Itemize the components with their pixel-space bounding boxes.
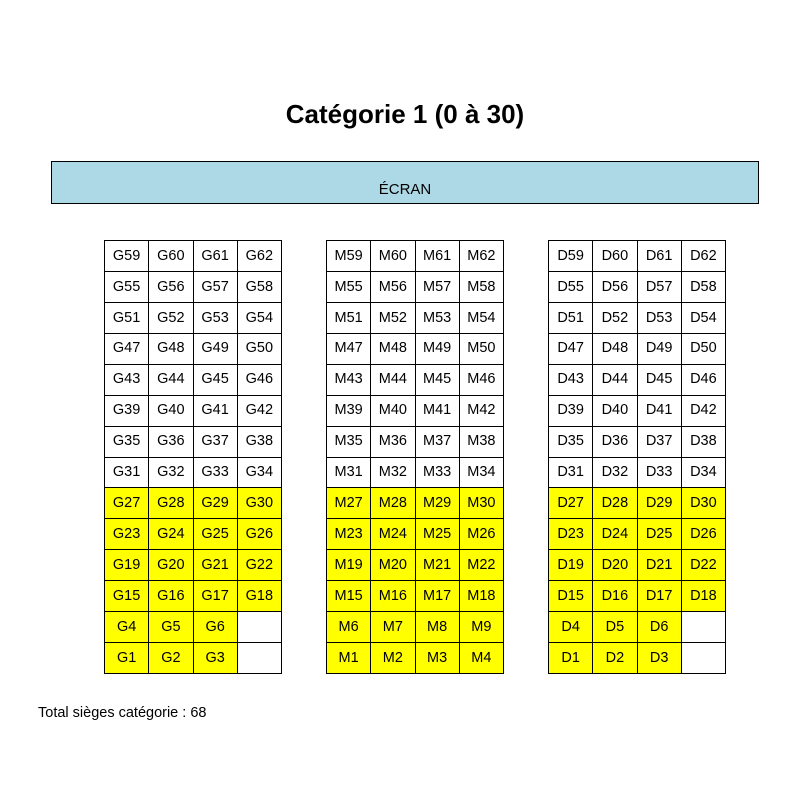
seat-g24[interactable]: G24 xyxy=(149,519,193,550)
seat-g59[interactable]: G59 xyxy=(105,241,149,272)
seat-g5[interactable]: G5 xyxy=(149,612,193,643)
seat-g38[interactable]: G38 xyxy=(238,427,282,458)
seat-m52[interactable]: M52 xyxy=(371,303,415,334)
empty-seat-cell xyxy=(682,643,726,674)
seat-d22[interactable]: D22 xyxy=(682,550,726,581)
seat-g50[interactable]: G50 xyxy=(238,334,282,365)
seat-d51[interactable]: D51 xyxy=(549,303,593,334)
seat-m27[interactable]: M27 xyxy=(327,488,371,519)
seat-d56[interactable]: D56 xyxy=(593,272,637,303)
seat-g62[interactable]: G62 xyxy=(238,241,282,272)
seat-m62[interactable]: M62 xyxy=(460,241,504,272)
seat-g23[interactable]: G23 xyxy=(105,519,149,550)
seat-d3[interactable]: D3 xyxy=(638,643,682,674)
seat-d37[interactable]: D37 xyxy=(638,427,682,458)
seat-g16[interactable]: G16 xyxy=(149,581,193,612)
seat-m2[interactable]: M2 xyxy=(371,643,415,674)
seat-g1[interactable]: G1 xyxy=(105,643,149,674)
seat-g4[interactable]: G4 xyxy=(105,612,149,643)
seat-d43[interactable]: D43 xyxy=(549,365,593,396)
seat-d15[interactable]: D15 xyxy=(549,581,593,612)
seat-d40[interactable]: D40 xyxy=(593,396,637,427)
seat-d58[interactable]: D58 xyxy=(682,272,726,303)
seat-g53[interactable]: G53 xyxy=(194,303,238,334)
seat-m44[interactable]: M44 xyxy=(371,365,415,396)
seat-d45[interactable]: D45 xyxy=(638,365,682,396)
seat-d2[interactable]: D2 xyxy=(593,643,637,674)
seat-m19[interactable]: M19 xyxy=(327,550,371,581)
seat-d4[interactable]: D4 xyxy=(549,612,593,643)
seat-g28[interactable]: G28 xyxy=(149,488,193,519)
seat-m30[interactable]: M30 xyxy=(460,488,504,519)
seat-m49[interactable]: M49 xyxy=(416,334,460,365)
seat-d47[interactable]: D47 xyxy=(549,334,593,365)
empty-seat-cell xyxy=(238,643,282,674)
seat-d38[interactable]: D38 xyxy=(682,427,726,458)
seat-g61[interactable]: G61 xyxy=(194,241,238,272)
seat-d42[interactable]: D42 xyxy=(682,396,726,427)
seat-d55[interactable]: D55 xyxy=(549,272,593,303)
seat-m42[interactable]: M42 xyxy=(460,396,504,427)
seat-m24[interactable]: M24 xyxy=(371,519,415,550)
seat-m1[interactable]: M1 xyxy=(327,643,371,674)
seat-block-middle xyxy=(326,240,504,674)
seat-m8[interactable]: M8 xyxy=(416,612,460,643)
seat-g60[interactable]: G60 xyxy=(149,241,193,272)
seat-d25[interactable]: D25 xyxy=(638,519,682,550)
page-title: Catégorie 1 (0 à 30) xyxy=(285,99,525,129)
seat-d31[interactable]: D31 xyxy=(549,458,593,489)
seat-d59[interactable]: D59 xyxy=(549,241,593,272)
seat-block-right xyxy=(548,240,726,674)
seat-m58[interactable]: M58 xyxy=(460,272,504,303)
seat-m4[interactable]: M4 xyxy=(460,643,504,674)
seat-d17[interactable]: D17 xyxy=(638,581,682,612)
seat-g35[interactable]: G35 xyxy=(105,427,149,458)
seat-d23[interactable]: D23 xyxy=(549,519,593,550)
seat-g29[interactable]: G29 xyxy=(194,488,238,519)
seat-g27[interactable]: G27 xyxy=(105,488,149,519)
seat-d57[interactable]: D57 xyxy=(638,272,682,303)
seat-d1[interactable]: D1 xyxy=(549,643,593,674)
seat-g51[interactable]: G51 xyxy=(105,303,149,334)
seat-d33[interactable]: D33 xyxy=(638,458,682,489)
seat-d28[interactable]: D28 xyxy=(593,488,637,519)
seat-m41[interactable]: M41 xyxy=(416,396,460,427)
seat-d6[interactable]: D6 xyxy=(638,612,682,643)
seat-m50[interactable]: M50 xyxy=(460,334,504,365)
seat-m7[interactable]: M7 xyxy=(371,612,415,643)
seat-g25[interactable]: G25 xyxy=(194,519,238,550)
seat-d19[interactable]: D19 xyxy=(549,550,593,581)
seat-d39[interactable]: D39 xyxy=(549,396,593,427)
seat-m32[interactable]: M32 xyxy=(371,458,415,489)
seat-d46[interactable]: D46 xyxy=(682,365,726,396)
seat-m60[interactable]: M60 xyxy=(371,241,415,272)
empty-seat-cell xyxy=(682,612,726,643)
seat-d50[interactable]: D50 xyxy=(682,334,726,365)
seat-m33[interactable]: M33 xyxy=(416,458,460,489)
seat-m53[interactable]: M53 xyxy=(416,303,460,334)
seat-d21[interactable]: D21 xyxy=(638,550,682,581)
seat-g55[interactable]: G55 xyxy=(105,272,149,303)
seat-m6[interactable]: M6 xyxy=(327,612,371,643)
seat-m57[interactable]: M57 xyxy=(416,272,460,303)
seat-g6[interactable]: G6 xyxy=(194,612,238,643)
seat-m20[interactable]: M20 xyxy=(371,550,415,581)
seat-g52[interactable]: G52 xyxy=(149,303,193,334)
seat-g40[interactable]: G40 xyxy=(149,396,193,427)
seat-m34[interactable]: M34 xyxy=(460,458,504,489)
seat-m45[interactable]: M45 xyxy=(416,365,460,396)
seat-m39[interactable]: M39 xyxy=(327,396,371,427)
seat-m31[interactable]: M31 xyxy=(327,458,371,489)
seat-m36[interactable]: M36 xyxy=(371,427,415,458)
seat-m18[interactable]: M18 xyxy=(460,581,504,612)
seat-m9[interactable]: M9 xyxy=(460,612,504,643)
seat-d30[interactable]: D30 xyxy=(682,488,726,519)
seat-m23[interactable]: M23 xyxy=(327,519,371,550)
seat-d49[interactable]: D49 xyxy=(638,334,682,365)
seat-g41[interactable]: G41 xyxy=(194,396,238,427)
seat-d16[interactable]: D16 xyxy=(593,581,637,612)
seat-d53[interactable]: D53 xyxy=(638,303,682,334)
screen-bar xyxy=(51,161,759,204)
seat-g21[interactable]: G21 xyxy=(194,550,238,581)
seat-m17[interactable]: M17 xyxy=(416,581,460,612)
seat-g43[interactable]: G43 xyxy=(105,365,149,396)
seat-m22[interactable]: M22 xyxy=(460,550,504,581)
seat-m43[interactable]: M43 xyxy=(327,365,371,396)
seat-m16[interactable]: M16 xyxy=(371,581,415,612)
seat-m56[interactable]: M56 xyxy=(371,272,415,303)
seat-m61[interactable]: M61 xyxy=(416,241,460,272)
seat-g49[interactable]: G49 xyxy=(194,334,238,365)
seat-m59[interactable]: M59 xyxy=(327,241,371,272)
seat-d18[interactable]: D18 xyxy=(682,581,726,612)
seat-m37[interactable]: M37 xyxy=(416,427,460,458)
seat-m48[interactable]: M48 xyxy=(371,334,415,365)
seat-d36[interactable]: D36 xyxy=(593,427,637,458)
seat-g57[interactable]: G57 xyxy=(194,272,238,303)
seat-m15[interactable]: M15 xyxy=(327,581,371,612)
seat-g20[interactable]: G20 xyxy=(149,550,193,581)
seat-g22[interactable]: G22 xyxy=(238,550,282,581)
seat-g26[interactable]: G26 xyxy=(238,519,282,550)
seat-g33[interactable]: G33 xyxy=(194,458,238,489)
seat-d20[interactable]: D20 xyxy=(593,550,637,581)
seat-m21[interactable]: M21 xyxy=(416,550,460,581)
seat-m35[interactable]: M35 xyxy=(327,427,371,458)
seat-block-left xyxy=(104,240,282,674)
seat-g34[interactable]: G34 xyxy=(238,458,282,489)
seat-d32[interactable]: D32 xyxy=(593,458,637,489)
seat-m40[interactable]: M40 xyxy=(371,396,415,427)
seat-g45[interactable]: G45 xyxy=(194,365,238,396)
seat-g15[interactable]: G15 xyxy=(105,581,149,612)
seat-d60[interactable]: D60 xyxy=(593,241,637,272)
seat-g47[interactable]: G47 xyxy=(105,334,149,365)
seat-d24[interactable]: D24 xyxy=(593,519,637,550)
seat-d27[interactable]: D27 xyxy=(549,488,593,519)
seat-d35[interactable]: D35 xyxy=(549,427,593,458)
seat-g36[interactable]: G36 xyxy=(149,427,193,458)
seat-g3[interactable]: G3 xyxy=(194,643,238,674)
seat-d48[interactable]: D48 xyxy=(593,334,637,365)
seat-m46[interactable]: M46 xyxy=(460,365,504,396)
seat-d26[interactable]: D26 xyxy=(682,519,726,550)
seat-g17[interactable]: G17 xyxy=(194,581,238,612)
seat-g2[interactable]: G2 xyxy=(149,643,193,674)
seat-m51[interactable]: M51 xyxy=(327,303,371,334)
seat-m54[interactable]: M54 xyxy=(460,303,504,334)
seat-d44[interactable]: D44 xyxy=(593,365,637,396)
seat-g56[interactable]: G56 xyxy=(149,272,193,303)
seat-m28[interactable]: M28 xyxy=(371,488,415,519)
seat-g30[interactable]: G30 xyxy=(238,488,282,519)
seat-g48[interactable]: G48 xyxy=(149,334,193,365)
seat-g44[interactable]: G44 xyxy=(149,365,193,396)
seat-m55[interactable]: M55 xyxy=(327,272,371,303)
seat-d41[interactable]: D41 xyxy=(638,396,682,427)
seat-g46[interactable]: G46 xyxy=(238,365,282,396)
seat-d52[interactable]: D52 xyxy=(593,303,637,334)
seat-d29[interactable]: D29 xyxy=(638,488,682,519)
seat-m29[interactable]: M29 xyxy=(416,488,460,519)
seat-m38[interactable]: M38 xyxy=(460,427,504,458)
seat-g18[interactable]: G18 xyxy=(238,581,282,612)
seat-g54[interactable]: G54 xyxy=(238,303,282,334)
seat-g58[interactable]: G58 xyxy=(238,272,282,303)
seat-m26[interactable]: M26 xyxy=(460,519,504,550)
seat-g37[interactable]: G37 xyxy=(194,427,238,458)
seat-d34[interactable]: D34 xyxy=(682,458,726,489)
total-seats-label: Total sièges catégorie : 68 xyxy=(38,705,207,721)
seat-g32[interactable]: G32 xyxy=(149,458,193,489)
seat-m47[interactable]: M47 xyxy=(327,334,371,365)
seat-d5[interactable]: D5 xyxy=(593,612,637,643)
seat-m3[interactable]: M3 xyxy=(416,643,460,674)
screen-label: ÉCRAN xyxy=(378,181,432,198)
seat-m25[interactable]: M25 xyxy=(416,519,460,550)
seat-g39[interactable]: G39 xyxy=(105,396,149,427)
empty-seat-cell xyxy=(238,612,282,643)
seat-g31[interactable]: G31 xyxy=(105,458,149,489)
seat-g19[interactable]: G19 xyxy=(105,550,149,581)
seat-d61[interactable]: D61 xyxy=(638,241,682,272)
seat-g42[interactable]: G42 xyxy=(238,396,282,427)
seat-d54[interactable]: D54 xyxy=(682,303,726,334)
seat-d62[interactable]: D62 xyxy=(682,241,726,272)
